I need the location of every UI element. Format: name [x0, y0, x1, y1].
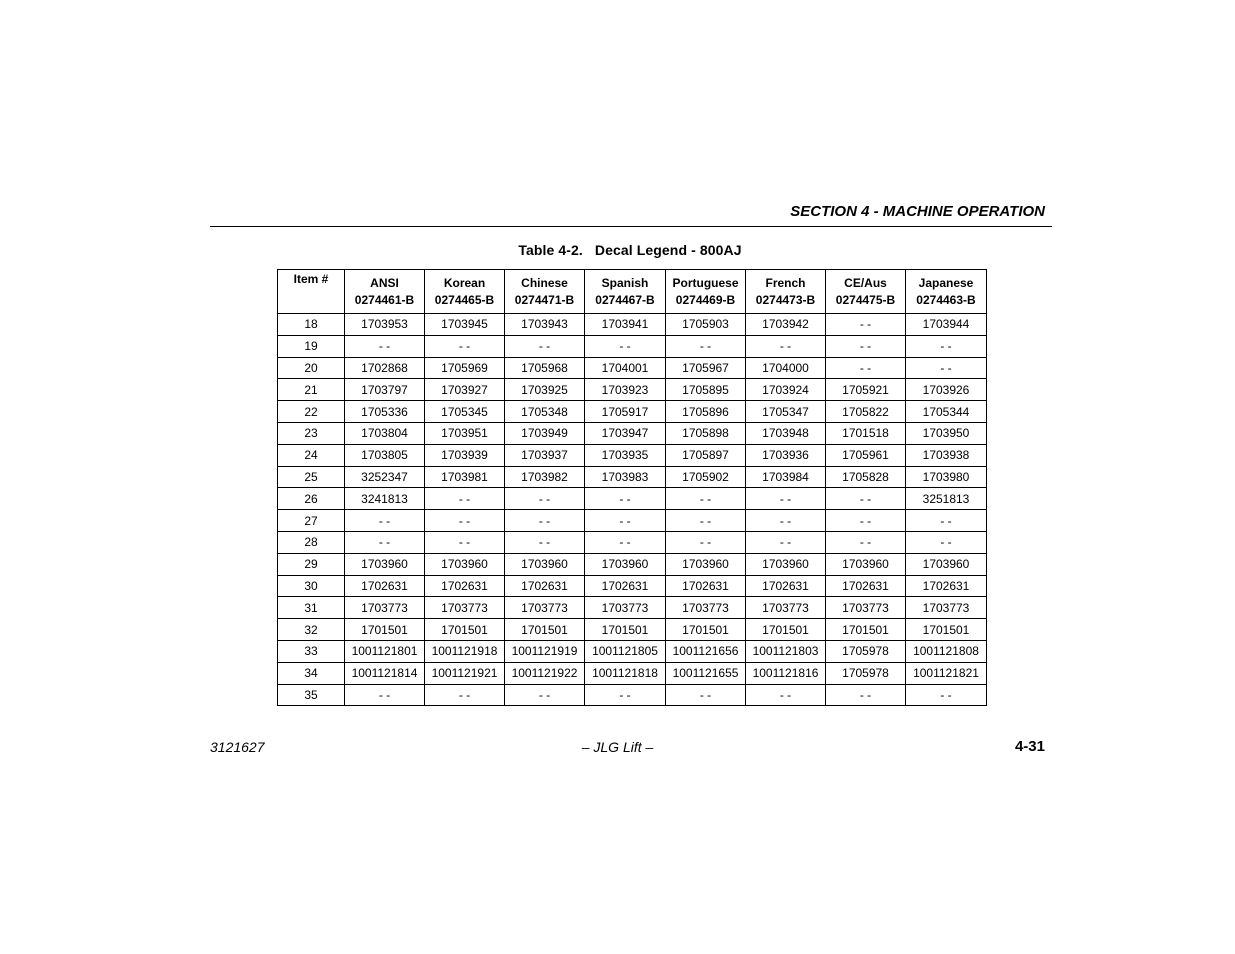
- part-number-cell: - -: [826, 357, 906, 379]
- column-header-code: 0274471-B: [514, 292, 575, 307]
- column-header-code: 0274475-B: [835, 292, 896, 307]
- part-number-cell: 1705898: [666, 422, 746, 444]
- part-number-cell: 1703951: [425, 422, 505, 444]
- part-number-cell: 1703983: [585, 466, 666, 488]
- item-number-cell: 33: [278, 640, 345, 662]
- part-number-cell: 1001121803: [746, 640, 826, 662]
- column-header: [345, 270, 425, 314]
- part-number-cell: - -: [505, 488, 585, 510]
- item-number-cell: 20: [278, 357, 345, 379]
- part-number-cell: - -: [826, 510, 906, 532]
- item-number-cell: 18: [278, 314, 345, 336]
- part-number-cell: 1705348: [505, 401, 585, 423]
- part-number-cell: - -: [425, 335, 505, 357]
- part-number-cell: 1703960: [826, 553, 906, 575]
- footer-center-text: – JLG Lift –: [581, 739, 654, 755]
- part-number-cell: 1001121921: [425, 662, 505, 684]
- column-header-code: 0274465-B: [434, 292, 495, 307]
- part-number-cell: 1705917: [585, 401, 666, 423]
- part-number-cell: - -: [666, 335, 746, 357]
- part-number-cell: 3252347: [345, 466, 425, 488]
- part-number-cell: - -: [826, 335, 906, 357]
- part-number-cell: 1705902: [666, 466, 746, 488]
- part-number-cell: - -: [746, 510, 826, 532]
- part-number-cell: - -: [505, 335, 585, 357]
- part-number-cell: - -: [505, 531, 585, 553]
- part-number-cell: 1703960: [906, 553, 987, 575]
- part-number-cell: - -: [345, 510, 425, 532]
- part-number-cell: - -: [425, 531, 505, 553]
- item-number-cell: 21: [278, 379, 345, 401]
- part-number-cell: 1702631: [505, 575, 585, 597]
- table-row: [278, 401, 987, 423]
- part-number-cell: 1703943: [505, 314, 585, 336]
- part-number-cell: 1703797: [345, 379, 425, 401]
- part-number-cell: 1703944: [906, 314, 987, 336]
- column-header-code: 0274473-B: [755, 292, 816, 307]
- part-number-cell: 1703773: [585, 597, 666, 619]
- column-header: [746, 270, 826, 314]
- item-number-cell: 19: [278, 335, 345, 357]
- part-number-cell: - -: [666, 510, 746, 532]
- part-number-cell: 3241813: [345, 488, 425, 510]
- table-row: [278, 531, 987, 553]
- part-number-cell: 1702631: [746, 575, 826, 597]
- part-number-cell: - -: [425, 488, 505, 510]
- column-header-code: 0274469-B: [675, 292, 736, 307]
- part-number-cell: 1001121814: [345, 662, 425, 684]
- part-number-cell: 1703773: [666, 597, 746, 619]
- item-number-cell: 29: [278, 553, 345, 575]
- part-number-cell: - -: [826, 488, 906, 510]
- part-number-cell: - -: [826, 531, 906, 553]
- table-title: Table 4-2. Decal Legend - 800AJ: [518, 242, 742, 258]
- part-number-cell: 1701501: [666, 619, 746, 641]
- part-number-cell: 1705921: [826, 379, 906, 401]
- part-number-cell: - -: [746, 531, 826, 553]
- part-number-cell: 1703984: [746, 466, 826, 488]
- item-number-cell: 34: [278, 662, 345, 684]
- column-header-name: Portuguese: [672, 275, 739, 290]
- item-number-cell: 27: [278, 510, 345, 532]
- table-row: [278, 488, 987, 510]
- item-number-cell: 25: [278, 466, 345, 488]
- part-number-cell: - -: [505, 684, 585, 706]
- part-number-cell: - -: [505, 510, 585, 532]
- table-row: [278, 357, 987, 379]
- part-number-cell: 1702631: [425, 575, 505, 597]
- part-number-cell: 1703945: [425, 314, 505, 336]
- column-header: [826, 270, 906, 314]
- part-number-cell: 1705828: [826, 466, 906, 488]
- part-number-cell: 1001121816: [746, 662, 826, 684]
- table-row: [278, 510, 987, 532]
- part-number-cell: 1001121655: [666, 662, 746, 684]
- part-number-cell: - -: [906, 510, 987, 532]
- part-number-cell: 1703773: [906, 597, 987, 619]
- part-number-cell: 1701501: [505, 619, 585, 641]
- column-header: [425, 270, 505, 314]
- part-number-cell: 1703925: [505, 379, 585, 401]
- part-number-cell: 1701501: [826, 619, 906, 641]
- part-number-cell: 1705897: [666, 444, 746, 466]
- part-number-cell: 1705978: [826, 662, 906, 684]
- part-number-cell: 1703981: [425, 466, 505, 488]
- part-number-cell: - -: [906, 684, 987, 706]
- table-body: [278, 314, 987, 706]
- part-number-cell: 1701501: [585, 619, 666, 641]
- part-number-cell: 1001121821: [906, 662, 987, 684]
- part-number-cell: 1705336: [345, 401, 425, 423]
- table-row: [278, 640, 987, 662]
- table-row: [278, 553, 987, 575]
- part-number-cell: 1702631: [666, 575, 746, 597]
- table-row: [278, 314, 987, 336]
- part-number-cell: 1703937: [505, 444, 585, 466]
- part-number-cell: 1703982: [505, 466, 585, 488]
- part-number-cell: 1705345: [425, 401, 505, 423]
- item-number-cell: 24: [278, 444, 345, 466]
- part-number-cell: - -: [746, 684, 826, 706]
- item-number-cell: 22: [278, 401, 345, 423]
- header-rule: [210, 226, 1052, 227]
- part-number-cell: 1705822: [826, 401, 906, 423]
- table-row: [278, 575, 987, 597]
- table-row: [278, 379, 987, 401]
- part-number-cell: 1705903: [666, 314, 746, 336]
- part-number-cell: - -: [746, 335, 826, 357]
- part-number-cell: - -: [906, 531, 987, 553]
- part-number-cell: 1703980: [906, 466, 987, 488]
- item-number-cell: 23: [278, 422, 345, 444]
- part-number-cell: 1001121818: [585, 662, 666, 684]
- part-number-cell: 1701501: [425, 619, 505, 641]
- part-number-cell: - -: [585, 335, 666, 357]
- decal-legend-table: [277, 269, 987, 706]
- part-number-cell: 1705961: [826, 444, 906, 466]
- doc-number: 3121627: [210, 739, 265, 755]
- column-header-name: Japanese: [918, 275, 974, 290]
- part-number-cell: - -: [585, 531, 666, 553]
- part-number-cell: 1701501: [345, 619, 425, 641]
- part-number-cell: - -: [425, 510, 505, 532]
- part-number-cell: 1702868: [345, 357, 425, 379]
- part-number-cell: - -: [585, 510, 666, 532]
- part-number-cell: 1001121918: [425, 640, 505, 662]
- part-number-cell: - -: [585, 488, 666, 510]
- item-number-cell: 32: [278, 619, 345, 641]
- part-number-cell: 1703960: [666, 553, 746, 575]
- part-number-cell: 1703773: [345, 597, 425, 619]
- item-number-cell: 30: [278, 575, 345, 597]
- column-header-code: 0274461-B: [354, 292, 415, 307]
- part-number-cell: - -: [585, 684, 666, 706]
- part-number-cell: 1702631: [345, 575, 425, 597]
- part-number-cell: 1701518: [826, 422, 906, 444]
- part-number-cell: - -: [906, 335, 987, 357]
- part-number-cell: 1703960: [425, 553, 505, 575]
- part-number-cell: 1001121805: [585, 640, 666, 662]
- part-number-cell: 1703927: [425, 379, 505, 401]
- part-number-cell: 1705967: [666, 357, 746, 379]
- column-header-name: French: [765, 275, 806, 290]
- part-number-cell: 1703948: [746, 422, 826, 444]
- item-number-cell: 26: [278, 488, 345, 510]
- table-row: [278, 597, 987, 619]
- part-number-cell: 1703773: [425, 597, 505, 619]
- column-header-name: Spanish: [601, 275, 649, 290]
- part-number-cell: - -: [666, 531, 746, 553]
- column-header-name: Korean: [443, 275, 486, 290]
- part-number-cell: - -: [826, 314, 906, 336]
- part-number-cell: 1703936: [746, 444, 826, 466]
- part-number-cell: 1703950: [906, 422, 987, 444]
- part-number-cell: 1703939: [425, 444, 505, 466]
- part-number-cell: - -: [345, 335, 425, 357]
- part-number-cell: 1703924: [746, 379, 826, 401]
- part-number-cell: 1702631: [585, 575, 666, 597]
- part-number-cell: 1705896: [666, 401, 746, 423]
- part-number-cell: 1703773: [746, 597, 826, 619]
- part-number-cell: 1703926: [906, 379, 987, 401]
- item-number-cell: 28: [278, 531, 345, 553]
- part-number-cell: 1703935: [585, 444, 666, 466]
- part-number-cell: 1703960: [585, 553, 666, 575]
- item-number-cell: 35: [278, 684, 345, 706]
- column-header-name: CE/Aus: [844, 275, 887, 290]
- part-number-cell: 1705895: [666, 379, 746, 401]
- part-number-cell: - -: [906, 357, 987, 379]
- column-header-code: 0274463-B: [916, 292, 976, 307]
- part-number-cell: 1001121801: [345, 640, 425, 662]
- part-number-cell: - -: [345, 531, 425, 553]
- column-header-name: Chinese: [521, 275, 568, 290]
- table-header-row: [278, 270, 987, 314]
- part-number-cell: 1702631: [826, 575, 906, 597]
- section-header: SECTION 4 - MACHINE OPERATION: [790, 203, 1045, 220]
- column-header-name: ANSI: [370, 275, 399, 290]
- page-number: 4-31: [1014, 738, 1045, 755]
- part-number-cell: 1705969: [425, 357, 505, 379]
- part-number-cell: 1701501: [746, 619, 826, 641]
- part-number-cell: - -: [666, 684, 746, 706]
- part-number-cell: 1001121919: [505, 640, 585, 662]
- column-header: [585, 270, 666, 314]
- column-header: [906, 270, 987, 314]
- column-header: [278, 270, 345, 314]
- column-header: [505, 270, 585, 314]
- table-row: [278, 466, 987, 488]
- part-number-cell: 1703941: [585, 314, 666, 336]
- table-row: [278, 444, 987, 466]
- part-number-cell: 1001121922: [505, 662, 585, 684]
- part-number-cell: 1703960: [505, 553, 585, 575]
- part-number-cell: 1705968: [505, 357, 585, 379]
- table-row: [278, 335, 987, 357]
- part-number-cell: 1703960: [345, 553, 425, 575]
- column-header-name: Item #: [293, 272, 329, 286]
- part-number-cell: 1704001: [585, 357, 666, 379]
- part-number-cell: 1703949: [505, 422, 585, 444]
- part-number-cell: 1705978: [826, 640, 906, 662]
- part-number-cell: 1703938: [906, 444, 987, 466]
- column-header: [666, 270, 746, 314]
- part-number-cell: 1701501: [906, 619, 987, 641]
- table-row: [278, 684, 987, 706]
- item-number-cell: 31: [278, 597, 345, 619]
- part-number-cell: 1704000: [746, 357, 826, 379]
- part-number-cell: - -: [425, 684, 505, 706]
- part-number-cell: 1001121656: [666, 640, 746, 662]
- part-number-cell: 1703773: [505, 597, 585, 619]
- table-row: [278, 662, 987, 684]
- part-number-cell: 1703805: [345, 444, 425, 466]
- part-number-cell: 1703942: [746, 314, 826, 336]
- part-number-cell: 1703953: [345, 314, 425, 336]
- part-number-cell: 1703923: [585, 379, 666, 401]
- part-number-cell: 1703773: [826, 597, 906, 619]
- part-number-cell: - -: [666, 488, 746, 510]
- column-header-code: 0274467-B: [595, 292, 655, 307]
- part-number-cell: - -: [746, 488, 826, 510]
- part-number-cell: 1705347: [746, 401, 826, 423]
- part-number-cell: - -: [345, 684, 425, 706]
- part-number-cell: 1703960: [746, 553, 826, 575]
- table-row: [278, 619, 987, 641]
- table-row: [278, 422, 987, 444]
- part-number-cell: 1703804: [345, 422, 425, 444]
- part-number-cell: - -: [826, 684, 906, 706]
- part-number-cell: 1705344: [906, 401, 987, 423]
- part-number-cell: 1001121808: [906, 640, 987, 662]
- part-number-cell: 3251813: [906, 488, 987, 510]
- part-number-cell: 1703947: [585, 422, 666, 444]
- part-number-cell: 1702631: [906, 575, 987, 597]
